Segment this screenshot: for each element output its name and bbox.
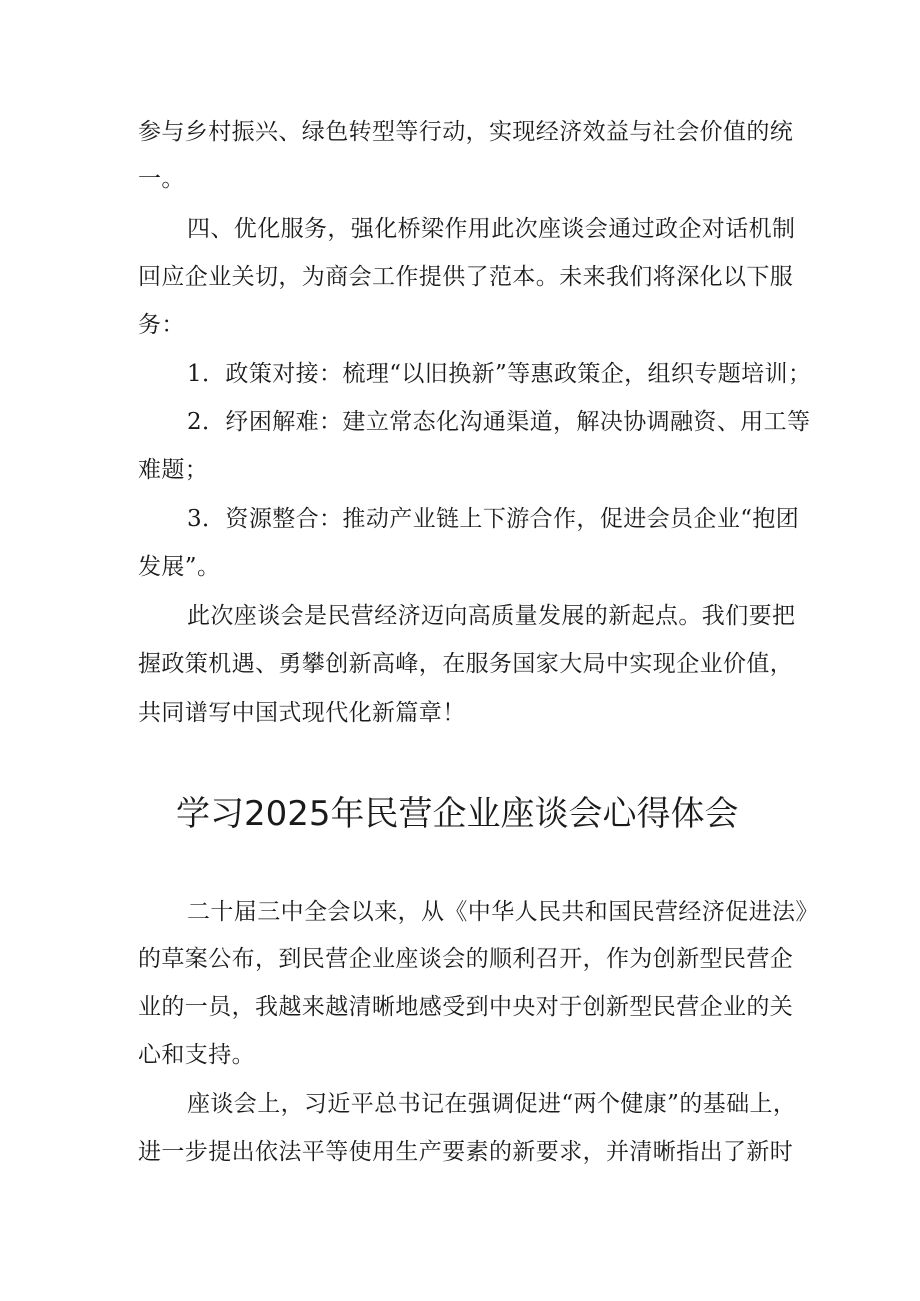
text-line: 进一步提出依法平等使用生产要素的新要求，并清晰指出了新时 <box>138 1139 794 1165</box>
text-line: 此次座谈会是民营经济迈向高质量发展的新起点。我们要把 <box>187 603 796 629</box>
text-line: 难题； <box>138 457 209 483</box>
text-line: 业的一员，我越来越清晰地感受到中央对于创新型民营企业的关 <box>138 994 794 1020</box>
page-title: 学习2025年民营企业座谈会心得体会 <box>176 794 739 834</box>
text-line: 二十届三中全会以来，从《中华人民共和国民营经济促进法》 <box>187 899 819 925</box>
text-line: 1．政策对接：梳理“以旧换新”等惠政策企，组织专题培训； <box>187 361 812 387</box>
text-line: 2．纾困解难：建立常态化沟通渠道，解决协调融资、用工等 <box>187 409 811 435</box>
text-line: 参与乡村振兴、绿色转型等行动，实现经济效益与社会价值的统 <box>138 119 794 145</box>
text-line: 发展”。 <box>138 554 221 580</box>
text-line: 握政策机遇、勇攀创新高峰，在服务国家大局中实现企业价值， <box>138 651 794 677</box>
text-line: 务： <box>138 312 185 338</box>
text-line: 共同谱写中国式现代化新篇章！ <box>138 700 466 726</box>
text-line: 一。 <box>138 166 185 192</box>
text-line: 心和支持。 <box>138 1042 255 1068</box>
text-line: 座谈会上，习近平总书记在强调促进“两个健康”的基础上， <box>187 1091 797 1117</box>
text-line: 3．资源整合：推动产业链上下游合作，促进会员企业“抱团 <box>187 506 800 532</box>
text-line: 回应企业关切，为商会工作提供了范本。未来我们将深化以下服 <box>138 264 794 290</box>
text-line: 四、优化服务，强化桥梁作用此次座谈会通过政企对话机制 <box>187 216 796 242</box>
text-line: 的草案公布，到民营企业座谈会的顺利召开，作为创新型民营企 <box>138 946 794 972</box>
